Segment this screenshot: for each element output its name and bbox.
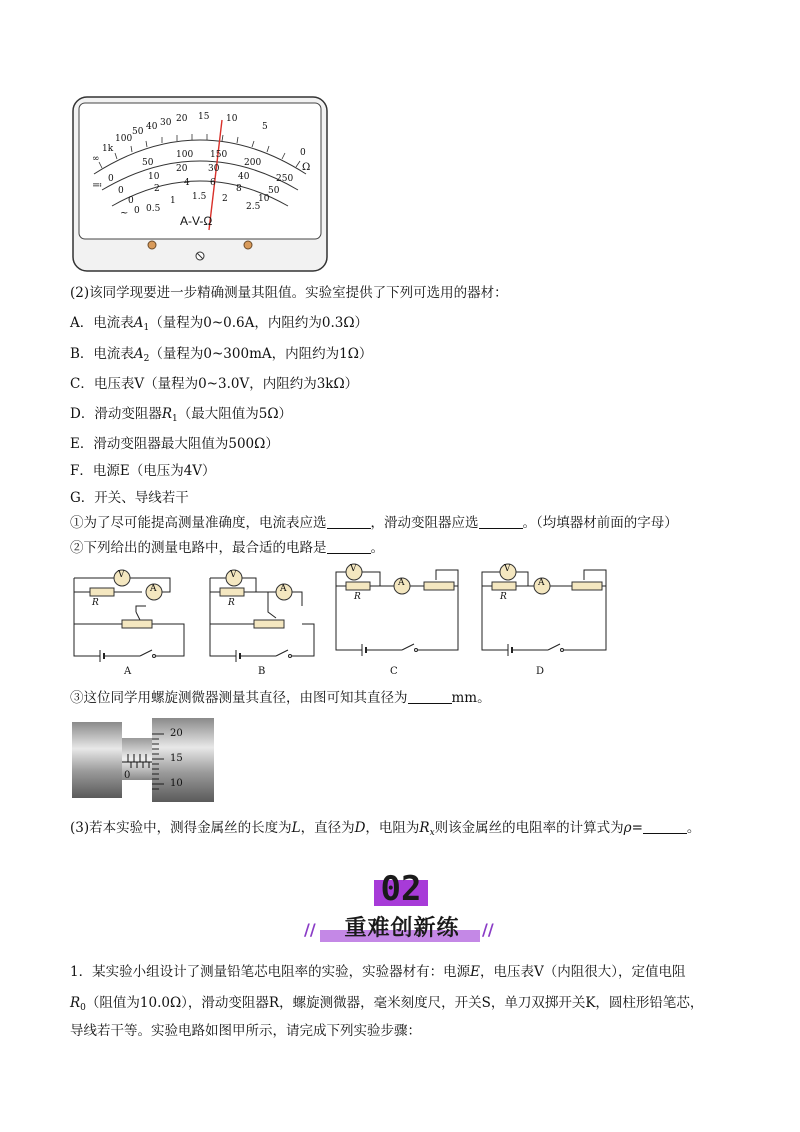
dc-top-0: 0 [108,174,114,184]
circuit-a-r: R [92,598,99,608]
circuit-a-label: A [124,666,132,677]
circuit-d-v: V [504,564,511,574]
dc-low-8: 8 [236,184,242,194]
ohm-tick-50: 50 [132,127,144,137]
circuit-c-a: A [398,578,405,588]
dc-mid-0: 0 [118,186,124,196]
ac-05: 0.5 [146,204,161,214]
ac-15: 1.5 [192,192,207,202]
dc-low-0: 0 [128,196,134,206]
answer-blank-ammeter[interactable] [327,514,371,529]
thimble-tick-20: 20 [170,728,183,739]
circuit-b-label: B [258,666,266,677]
option-f: F．电源E（电压为4V） [70,463,216,479]
dc-mid-30: 30 [208,164,220,174]
option-c: C．电压表V（量程为0~3.0V，内阻约为3kΩ） [70,376,359,392]
q3-text: (3)若本实验中，测得金属丝的长度为L，直径为D，电阻为$R_x$则该金属丝的电阻率的计算式为ρ= 。 [70,820,701,838]
ohm-tick-15: 15 [198,112,210,122]
ac-0: 0 [134,206,140,216]
dc-top-250: 250 [276,174,294,184]
dc-top-200: 200 [244,158,262,168]
circuit-c-label: C [390,666,398,677]
circuit-a-v: V [118,570,125,580]
meter-label: A-V-Ω [180,214,213,228]
circuit-d-r: R [500,592,507,602]
ohm-tick-0: 0 [300,148,306,158]
thimble-tick-15: 15 [170,753,183,764]
multimeter-figure [72,96,328,272]
problem-1-line-3: 导线若干等。实验电路如图甲所示，请完成下列实验步骤： [70,1023,421,1039]
ohm-tick-inf: ∞ [92,154,100,164]
sub-question-3: ③这位同学用螺旋测微器测量其直径，由图可知其直径为 mm。 [70,690,491,706]
section-number: 02 [380,869,422,909]
ohm-tick-1k: 1k [102,144,114,154]
dc-low-6: 6 [210,178,216,188]
circuit-b-a: A [280,584,287,594]
problem-1-line-1: 1．某实验小组设计了测量铅笔芯电阻率的实验，实验器材有：电源E，电压表V（内阻很大），定值电阻 [70,964,686,980]
option-g: G．开关、导线若干 [70,490,189,506]
circuit-c-r: R [354,592,361,602]
q2-intro: (2)该同学现要进一步精确测量其阻值。实验室提供了下列可选用的器材： [70,285,508,301]
dc-mid-10: 10 [148,172,160,182]
ac-25: 2.5 [246,202,261,212]
dc-top-100: 100 [176,150,194,160]
dc-low-4: 4 [184,178,190,188]
sub-question-2: ②下列给出的测量电路中，最合适的电路是 。 [70,540,384,556]
dc-low-2: 2 [154,184,160,194]
ohm-tick-10: 10 [226,114,238,124]
circuit-d-drawing [478,562,614,682]
circuit-diagram-d [478,562,614,682]
answer-blank-diameter[interactable] [408,689,452,704]
ohm-tick-30: 30 [160,118,172,128]
dc-mid-40: 40 [238,172,250,182]
ohm-unit: Ω [302,162,311,173]
section-right-slashes: // [482,920,494,939]
micrometer-drawing [72,716,214,802]
circuit-c-v: V [350,564,357,574]
dc-top-150: 150 [210,150,228,160]
micrometer-figure [72,716,214,802]
section-left-slashes: // [304,920,316,939]
sleeve-zero: 0 [124,770,131,781]
ac-2: 2 [222,194,228,204]
thimble-tick-10: 10 [170,778,183,789]
option-d: D．滑动变阻器$R_1$（最大阻值为5Ω） [70,406,293,424]
ohm-tick-100: 100 [115,134,133,144]
problem-1-line-2: $R_0$（阻值为10.0Ω），滑动变阻器R，螺旋测微器，毫米刻度尺，开关S，单刀双掷开关K，圆柱形铅笔芯， [70,995,704,1013]
multimeter-drawing [72,96,328,272]
ohm-tick-40: 40 [146,122,158,132]
answer-blank-circuit[interactable] [327,539,371,554]
circuit-diagrams [70,562,470,682]
circuit-a-a: A [150,584,157,594]
dc-mark: ≕ [92,180,103,191]
sub-question-1: ①为了尽可能提高测量准确度，电流表应选 ，滑动变阻器应选 。（均填器材前面的字母） [70,515,678,531]
circuit-d-label: D [536,666,545,677]
option-e: E．滑动变阻器最大阻值为500Ω） [70,436,279,452]
ohm-tick-20: 20 [176,114,188,124]
section-title: 重难创新练 [344,916,460,941]
circuit-d-a: A [538,578,545,588]
circuit-b-v: V [230,570,237,580]
dc-low-10: 10 [258,194,270,204]
ac-mark: ~ [120,208,129,219]
answer-blank-resistivity[interactable] [643,819,687,834]
dc-top-50: 50 [142,158,154,168]
ohm-tick-5: 5 [262,122,268,132]
option-b: B．电流表$A_2$（量程为0~300mA，内阻约为1Ω） [70,346,373,364]
circuit-b-r: R [228,598,235,608]
option-a: A．电流表$A_1$（量程为0~0.6A，内阻约为0.3Ω） [70,315,369,333]
dc-mid-50: 50 [268,186,280,196]
ac-1: 1 [170,196,176,206]
answer-blank-rheostat[interactable] [479,514,523,529]
circuits-drawing [70,562,470,682]
dc-mid-20: 20 [176,164,188,174]
